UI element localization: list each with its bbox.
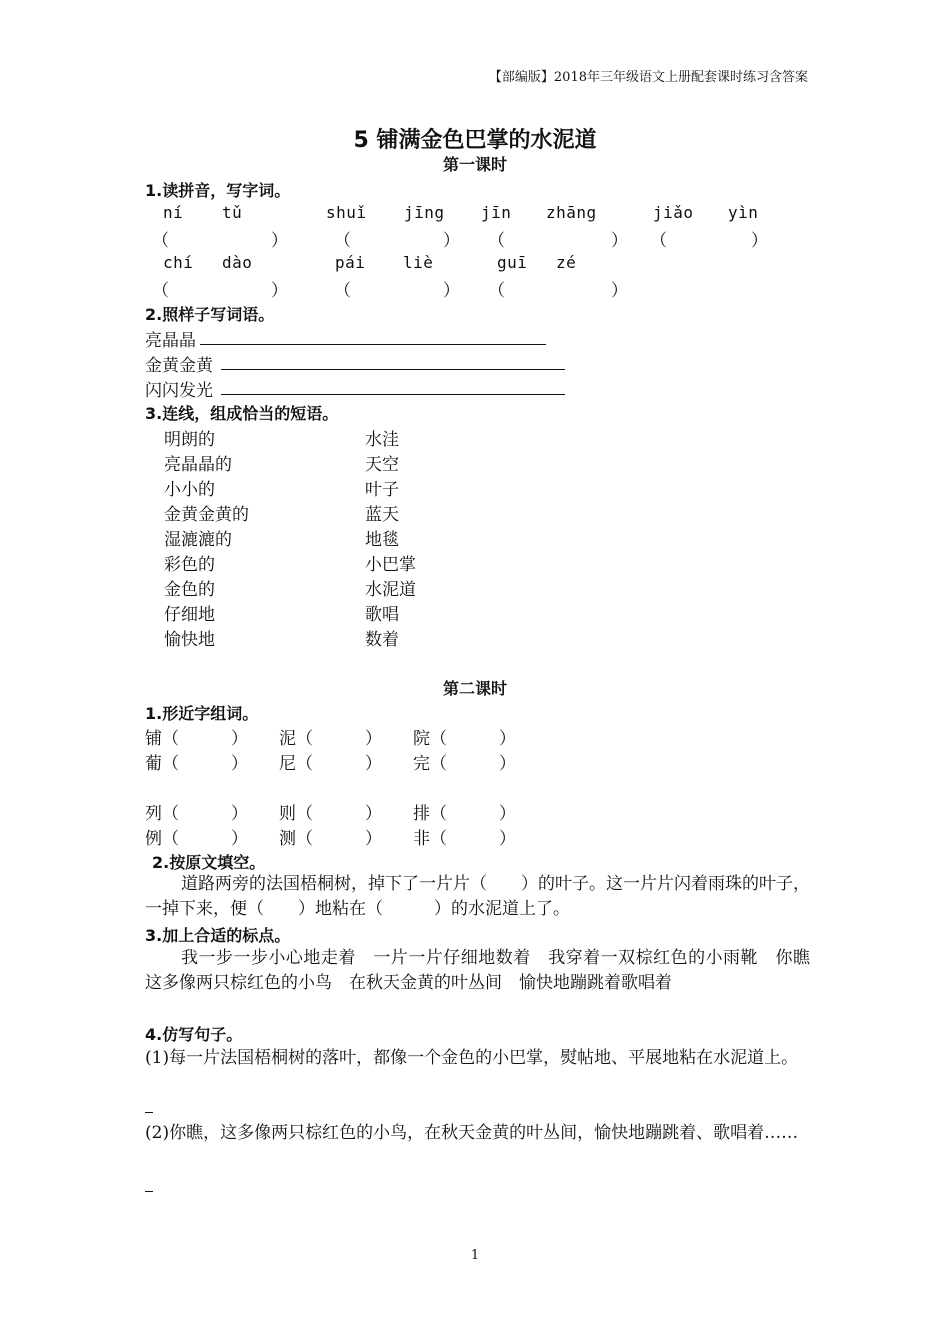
match-right-7[interactable]: 水泥道 <box>365 580 416 600</box>
pinyin-zhang: zhāng <box>546 203 597 222</box>
example-word-2: 金黄金黄 <box>145 356 213 376</box>
lesson-title: 5 铺满金色巴掌的水泥道 <box>353 128 597 153</box>
answer-box-jin-zhang[interactable]: （ ） <box>488 231 628 251</box>
pinyin-jing: jīng <box>404 203 445 222</box>
pinyin-jiao: jiǎo <box>653 203 694 222</box>
similar-char-wan[interactable]: 完（ ） <box>413 754 516 774</box>
pinyin-lie: liè <box>403 253 434 272</box>
similar-char-yuan[interactable]: 院（ ） <box>413 729 516 749</box>
similar-char-putao[interactable]: 葡（ ） <box>145 754 248 774</box>
match-left-9[interactable]: 愉快地 <box>164 630 215 650</box>
answer-box-gui-ze[interactable]: （ ） <box>488 281 628 301</box>
pinyin-jin: jīn <box>481 203 512 222</box>
similar-char-ze[interactable]: 则（ ） <box>279 804 382 824</box>
pinyin-dao: dào <box>222 253 253 272</box>
match-left-3[interactable]: 小小的 <box>164 480 215 500</box>
similar-char-ni2[interactable]: 尼（ ） <box>279 754 382 774</box>
match-left-7[interactable]: 金色的 <box>164 580 215 600</box>
similar-char-pai[interactable]: 排（ ） <box>413 804 516 824</box>
lesson1-heading: 第一课时 <box>442 155 507 174</box>
similar-char-lie[interactable]: 列（ ） <box>145 804 248 824</box>
match-right-2[interactable]: 天空 <box>365 455 399 475</box>
pinyin-ni: ní <box>163 203 184 222</box>
match-left-8[interactable]: 仔细地 <box>164 605 215 625</box>
answer-box-jiao-yin[interactable]: （ ） <box>650 231 768 251</box>
match-left-6[interactable]: 彩色的 <box>164 555 215 575</box>
write-line-3[interactable] <box>221 394 565 395</box>
answer-box-shui-jing[interactable]: （ ） <box>334 231 460 251</box>
match-right-1[interactable]: 水洼 <box>365 430 399 450</box>
l1-q3-heading: 3.连线，组成恰当的短语。 <box>145 404 339 423</box>
pinyin-ze: zé <box>556 253 577 272</box>
pinyin-tu: tǔ <box>222 203 243 222</box>
similar-char-ni[interactable]: 泥（ ） <box>279 729 382 749</box>
match-left-1[interactable]: 明朗的 <box>164 430 215 450</box>
similar-char-ce[interactable]: 测（ ） <box>279 829 382 849</box>
answer-line-1[interactable] <box>145 1112 153 1113</box>
similar-char-li[interactable]: 例（ ） <box>145 829 248 849</box>
write-line-2[interactable] <box>221 369 565 370</box>
fill-blank-passage[interactable]: 道路两旁的法国梧桐树，掉下了一片片（ ）的叶子。这一片片闪着雨珠的叶子，一掉下来，便（ ）地粘在（ ）的水泥道上了。 <box>145 874 810 919</box>
l2-q1-heading: 1.形近字组词。 <box>145 704 259 723</box>
similar-char-fei[interactable]: 非（ ） <box>413 829 516 849</box>
l1-q1-heading: 1.读拼音，写字词。 <box>145 181 291 200</box>
example-word-1: 亮晶晶 <box>145 331 196 351</box>
match-right-4[interactable]: 蓝天 <box>365 505 399 525</box>
punctuation-passage[interactable]: 我一步一步小心地走着 一片一片仔细地数着 我穿着一双棕红色的小雨靴 你瞧 这多像两只棕红色的小鸟 在秋天金黄的叶丛间 愉快地蹦跳着歌唱着 <box>145 948 827 993</box>
answer-box-ni-tu[interactable]: （ ） <box>152 231 288 251</box>
l1-q2-heading: 2.照样子写词语。 <box>145 305 275 324</box>
answer-box-pai-lie[interactable]: （ ） <box>334 281 460 301</box>
match-left-2[interactable]: 亮晶晶的 <box>164 455 232 475</box>
imitate-sentence-2: (2)你瞧，这多像两只棕红色的小鸟，在秋天金黄的叶丛间，愉快地蹦跳着、歌唱着…… <box>145 1123 799 1143</box>
match-right-5[interactable]: 地毯 <box>365 530 399 550</box>
match-right-9[interactable]: 数着 <box>365 630 399 650</box>
pinyin-chi: chí <box>163 253 194 272</box>
write-line-1[interactable] <box>200 344 546 345</box>
match-right-8[interactable]: 歌唱 <box>365 605 399 625</box>
answer-box-chi-dao[interactable]: （ ） <box>152 281 288 301</box>
example-word-3: 闪闪发光 <box>145 381 213 401</box>
similar-char-pu[interactable]: 铺（ ） <box>145 729 248 749</box>
pinyin-pai: pái <box>335 253 366 272</box>
page-number: 1 <box>470 1248 480 1263</box>
l2-q3-heading: 3.加上合适的标点。 <box>145 926 291 945</box>
answer-line-2[interactable] <box>145 1191 153 1192</box>
match-right-6[interactable]: 小巴掌 <box>365 555 416 575</box>
page-header: 【部编版】2018年三年级语文上册配套课时练习含答案 <box>488 70 808 85</box>
pinyin-shui: shuǐ <box>326 203 367 222</box>
l2-q2-heading: 2.按原文填空。 <box>152 853 266 872</box>
imitate-sentence-1: (1)每一片法国梧桐树的落叶，都像一个金色的小巴掌，熨帖地、平展地粘在水泥道上。 <box>145 1048 799 1068</box>
pinyin-yin: yìn <box>728 203 759 222</box>
match-left-5[interactable]: 湿漉漉的 <box>164 530 232 550</box>
l2-q4-heading: 4.仿写句子。 <box>145 1025 243 1044</box>
lesson2-heading: 第二课时 <box>442 679 507 698</box>
match-left-4[interactable]: 金黄金黄的 <box>164 505 249 525</box>
match-right-3[interactable]: 叶子 <box>365 480 399 500</box>
pinyin-gui: guī <box>497 253 528 272</box>
